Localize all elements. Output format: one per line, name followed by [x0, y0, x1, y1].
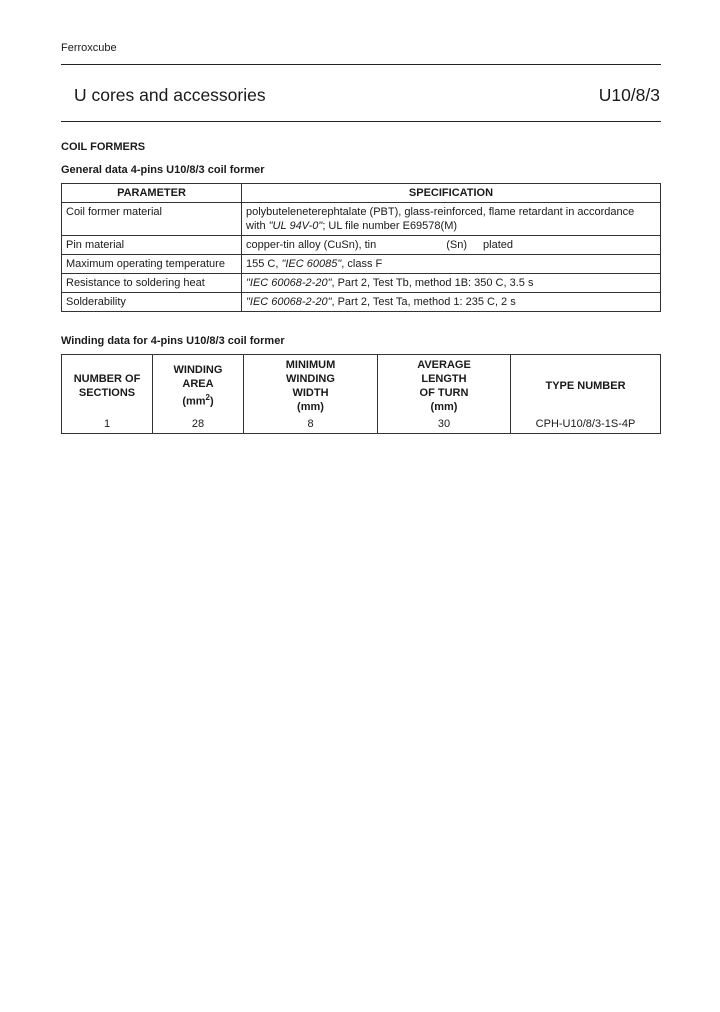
spec-cell: "IEC 60068-2-20", Part 2, Test Ta, method 1: 235 C, 2 s — [242, 293, 661, 312]
col-avg-length: AVERAGE LENGTH OF TURN (mm) — [378, 355, 511, 418]
table-header-row — [62, 184, 661, 203]
table-row — [62, 274, 661, 293]
param-cell: Coil former material — [62, 203, 242, 236]
page-title: U cores and accessories — [74, 85, 266, 105]
table-row — [62, 293, 661, 312]
type-cell: CPH-U10/8/3-1S-4P — [511, 417, 661, 434]
table-header-row — [62, 355, 661, 418]
col-sections: NUMBER OF SECTIONS — [62, 355, 153, 418]
spec-cell: "IEC 60068-2-20", Part 2, Test Tb, method 1B: 350 C, 3.5 s — [242, 274, 661, 293]
width-cell: 8 — [244, 417, 378, 434]
spec-cell: copper-tin alloy (CuSn), tin (Sn) plated — [242, 236, 661, 255]
winding-data-table — [61, 354, 661, 434]
winding-caption: Winding data for 4-pins U10/8/3 coil former — [61, 335, 285, 347]
table-row — [62, 417, 661, 434]
spec-cell: 155 C, "IEC 60085", class F — [242, 255, 661, 274]
company-name: Ferroxcube — [61, 42, 117, 54]
param-cell: Resistance to soldering heat — [62, 274, 242, 293]
header-rule-top — [61, 64, 661, 65]
area-cell: 28 — [153, 417, 244, 434]
col-winding-area: WINDING AREA $(mm^2)$ — [153, 355, 244, 418]
general-data-table — [61, 183, 661, 312]
col-specification: SPECIFICATION — [242, 184, 661, 203]
product-code: U10/8/3 — [598, 85, 660, 105]
col-min-winding-width: MINIMUM WINDING WIDTH (mm) — [244, 355, 378, 418]
col-parameter: PARAMETER — [62, 184, 242, 203]
param-cell: Solderability — [62, 293, 242, 312]
length-cell: 30 — [378, 417, 511, 434]
table-row — [62, 236, 661, 255]
general-caption: General data 4-pins U10/8/3 coil former — [61, 164, 265, 176]
header-rule-bottom — [61, 121, 661, 122]
section-heading: COIL FORMERS — [61, 141, 146, 153]
spec-cell: polybuteleneterephtalate (PBT), glass-reinforced, flame retardant in accordance with "UL 94V-0"; UL file number E69578(M) — [242, 203, 661, 236]
table-row — [62, 203, 661, 236]
col-type-number: TYPE NUMBER — [511, 355, 661, 418]
param-cell: Maximum operating temperature — [62, 255, 242, 274]
sections-cell: 1 — [62, 417, 153, 434]
param-cell: Pin material — [62, 236, 242, 255]
table-row — [62, 255, 661, 274]
